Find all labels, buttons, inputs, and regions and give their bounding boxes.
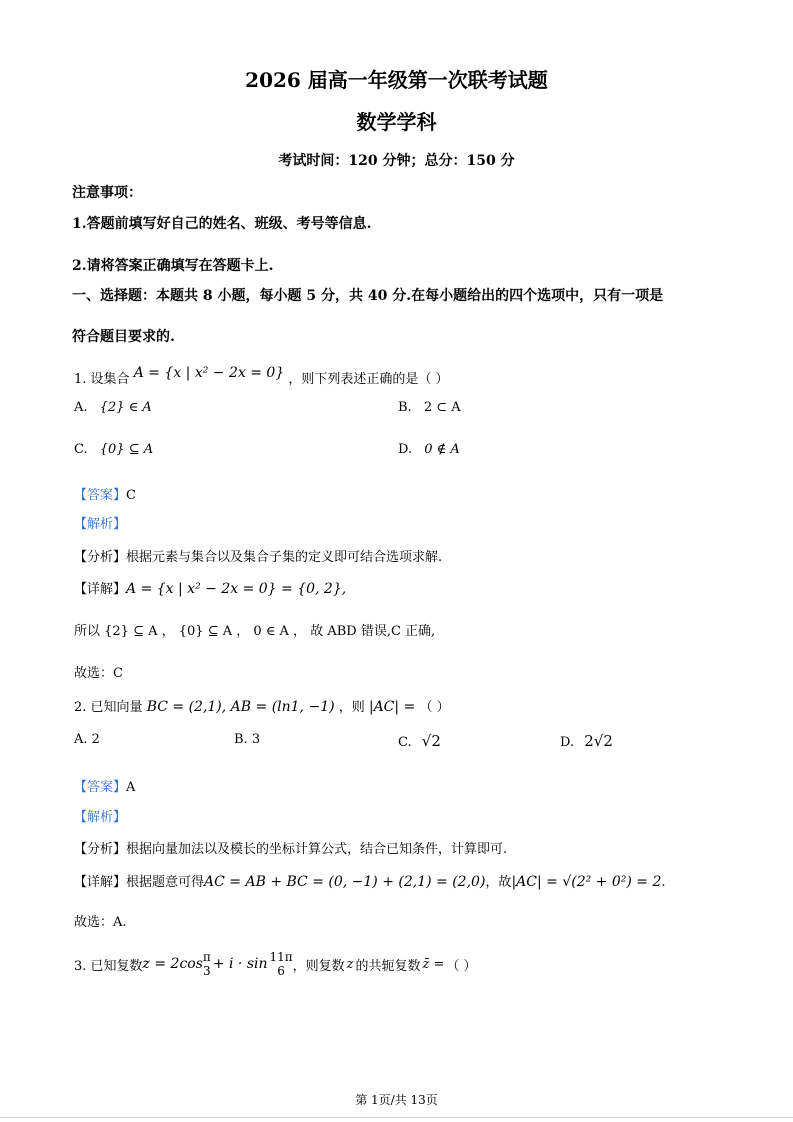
q3-mid2: 的共轭复数: [355, 958, 421, 974]
q2-option-d-label: D.: [560, 735, 575, 750]
q1-set-definition: A = {x | x² − 2x = 0}: [133, 365, 285, 381]
q1-prefix: 1. 设集合: [74, 372, 130, 387]
q2-option-c-label: C.: [398, 735, 412, 750]
footer-divider: [0, 1117, 793, 1118]
q2-detail-magnitude: |AC| = √(2² + 0²) = 2: [511, 874, 662, 890]
notes-item-1: 1.答题前填写好自己的姓名、班级、考号等信息.: [72, 216, 372, 232]
q1-option-b: [398, 400, 461, 415]
q2-option-b: B. 3: [234, 732, 261, 747]
q2-option-d: [560, 732, 613, 750]
q3-mid: ，则复数: [292, 958, 345, 974]
q2-analysis-tag: 【解析】: [74, 810, 127, 825]
subject-title: 数学学科: [356, 110, 437, 134]
q3-frac1-numerator: π: [202, 950, 211, 964]
q2-prefix: 2. 已知向量: [74, 700, 143, 715]
q2-fenxi-text: 根据向量加法以及模长的坐标计算公式，结合已知条件，计算即可.: [126, 842, 508, 857]
q1-answer-value: C: [126, 488, 136, 503]
question-2-stem: [74, 696, 450, 715]
fenxi-tag: 【分析】: [74, 550, 127, 565]
detail-tag: 【详解】: [74, 582, 127, 597]
section-1-instructions: 一、选择题：本题共 8 小题，每小题 5 分，共 40 分.在每小题给出的四个选项中，只有一项是: [72, 288, 664, 304]
q3-expr-z: z = 2cos: [142, 956, 203, 972]
q1-option-c: [74, 442, 153, 457]
q3-frac2-denominator: 6: [277, 964, 285, 978]
q3-suffix: （ ）: [446, 958, 477, 974]
q2-mid: ，则: [338, 700, 365, 715]
q1-option-d-label: D.: [398, 442, 413, 457]
q3-frac1-denominator: 3: [203, 964, 211, 978]
q2-option-a: A. 2: [74, 732, 100, 747]
exam-title: 2026 届高一年级第一次联考试题: [245, 68, 548, 92]
notes-heading: 注意事项：: [72, 185, 142, 201]
q1-therefore: 所以 {2} ⊆ A ， {0} ⊆ A ， 0 ∈ A ， 故 ABD 错误,C 正确,: [74, 624, 436, 639]
q1-option-c-label: C.: [74, 442, 88, 457]
exam-info: 考试时间：120 分钟；总分：150 分: [278, 153, 515, 169]
q1-option-c-text: {0} ⊆ A: [99, 442, 154, 457]
q1-option-a-text: {2} ∈ A: [99, 400, 152, 415]
q1-option-a: [74, 400, 152, 415]
q3-fraction-1: [203, 950, 211, 978]
q2-detail-equation: AC = AB + BC = (0, −1) + (2,1) = (2,0): [204, 874, 486, 890]
q1-option-d: [398, 442, 460, 457]
q3-z: z: [346, 956, 354, 972]
q3-expr-mid: + i · sin: [212, 956, 268, 972]
q1-fenxi-text: 根据元素与集合以及集合子集的定义即可结合选项求解.: [126, 550, 443, 565]
notes-item-2: 2.请将答案正确填写在答题卡上.: [72, 258, 274, 274]
q2-option-c-text: √2: [421, 732, 441, 750]
q2-detail-prefix: 根据题意可得: [126, 875, 205, 890]
q2-detail: [74, 871, 666, 890]
q1-analysis-tag: 【解析】: [74, 517, 127, 532]
q1-option-b-label: B.: [398, 400, 412, 415]
q2-option-d-text: 2√2: [584, 732, 613, 750]
page-number: 第 1页/共 13页: [355, 1093, 438, 1107]
q3-fraction-2: [270, 950, 293, 978]
answer-tag: 【答案】: [74, 780, 127, 795]
q2-option-c: [398, 732, 441, 750]
q1-option-d-text: 0 ∉ A: [424, 442, 460, 457]
q2-suffix: （ ）: [419, 700, 450, 715]
q2-magnitude: |AC| =: [368, 699, 416, 715]
q1-suffix: ，则下列表述正确的是（ ）: [288, 372, 449, 387]
q1-fenxi: [74, 546, 442, 565]
q2-vectors: BC = (2,1), AB = (ln1, −1): [146, 699, 335, 715]
q1-answer: [74, 484, 136, 503]
fenxi-tag: 【分析】: [74, 842, 127, 857]
q3-frac2-numerator: 11π: [269, 950, 293, 964]
question-3-stem: [74, 944, 477, 984]
q2-answer: [74, 776, 135, 795]
detail-tag: 【详解】: [74, 875, 127, 890]
q2-answer-value: A: [126, 780, 136, 795]
q2-detail-mid: ，故: [485, 875, 512, 890]
section-1-instructions-cont: 符合题目要求的.: [72, 329, 175, 345]
q2-detail-end: .: [661, 875, 666, 890]
q1-choose: 故选：C: [74, 666, 123, 681]
question-1-stem: [74, 365, 449, 387]
q2-fenxi: [74, 838, 507, 857]
answer-tag: 【答案】: [74, 488, 127, 503]
q1-detail-text: A = {x | x² − 2x = 0} = {0, 2},: [126, 581, 347, 597]
q2-choose: 故选：A.: [74, 915, 127, 930]
q1-option-a-label: A.: [74, 400, 88, 415]
q3-prefix: 3. 已知复数: [74, 958, 143, 974]
q1-detail: [74, 578, 346, 597]
q1-option-b-text: 2 ⊂ A: [423, 400, 461, 415]
q3-zbar: z̄ =: [422, 956, 445, 972]
